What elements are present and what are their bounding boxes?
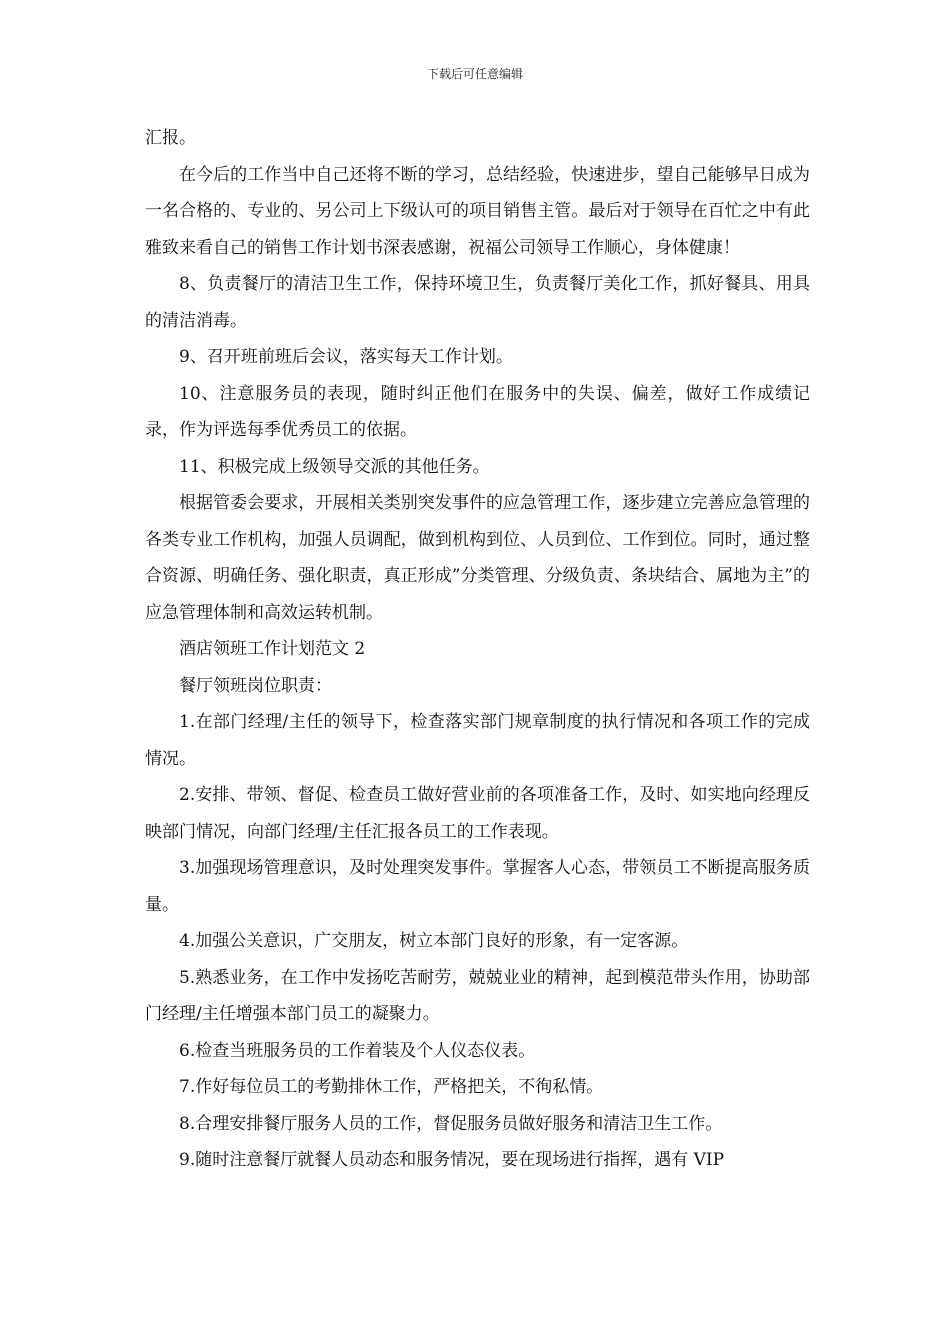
paragraph: 8、负责餐厅的清洁卫生工作，保持环境卫生，负责餐厅美化工作，抓好餐具、用具的清洁消毒。	[145, 274, 810, 331]
paragraph: 11、积极完成上级领导交派的其他任务。	[179, 456, 490, 477]
paragraph: 在今后的工作当中自己还将不断的学习，总结经验，快速进步，望自己能够早日成为一名合格的、专业的、另公司上下级认可的项目销售主管。最后对于领导在百忙之中有此雅致来看自己的销售工作计划书深表感谢，祝福公司领导工作顺心，身体健康！	[145, 164, 810, 258]
list-item: 2.安排、带领、督促、检查员工做好营业前的各项准备工作，及时、如实地向经理反映部门情况，向部门经理/主任汇报各员工的工作表现。	[145, 785, 810, 842]
list-item: 7.作好每位员工的考勤排休工作，严格把关，不徇私情。	[179, 1077, 604, 1097]
list-item: 8.合理安排餐厅服务人员的工作，督促服务员做好服务和清洁卫生工作。	[179, 1113, 723, 1134]
list-item: 4.加强公关意识，广交朋友，树立本部门良好的形象，有一定客源。	[179, 931, 689, 951]
list-item: 9.随时注意餐厅就餐人员动态和服务情况，要在现场进行指挥，遇有 VIP	[179, 1150, 725, 1170]
paragraph: 10、注意服务员的表现，随时纠正他们在服务中的失误、偏差，做好工作成绩记录，作为评选每季优秀员工的依据。	[145, 383, 810, 440]
paragraph: 根据管委会要求，开展相关类别突发事件的应急管理工作，逐步建立完善应急管理的各类专业工作机构，加强人员调配，做到机构到位、人员到位、工作到位。同时，通过整合资源、明确任务、强化职责，真正形成”分类管理、分级负责、条块结合、属地为主”的应急管理体制和高效运转机制。	[145, 493, 810, 623]
document-body	[145, 120, 810, 1179]
paragraph: 9、召开班前班后会议，落实每天工作计划。	[179, 347, 513, 367]
list-item: 3.加强现场管理意识，及时处理突发事件。掌握客人心态，带领员工不断提高服务质量。	[145, 858, 810, 915]
list-item: 5.熟悉业务，在工作中发扬吃苦耐劳，兢兢业业的精神，起到模范带头作用，协助部门经理/主任增强本部门员工的凝聚力。	[145, 967, 810, 1024]
subsection-title: 餐厅领班岗位职责：	[179, 675, 332, 696]
section-title: 酒店领班工作计划范文 2	[179, 639, 366, 659]
paragraph: 汇报。	[145, 128, 196, 148]
page-header: 下载后可任意编辑	[426, 67, 523, 81]
list-item: 6.检查当班服务员的工作着装及个人仪态仪表。	[179, 1040, 536, 1061]
list-item: 1.在部门经理/主任的领导下，检查落实部门规章制度的执行情况和各项工作的完成情况。	[145, 712, 810, 769]
